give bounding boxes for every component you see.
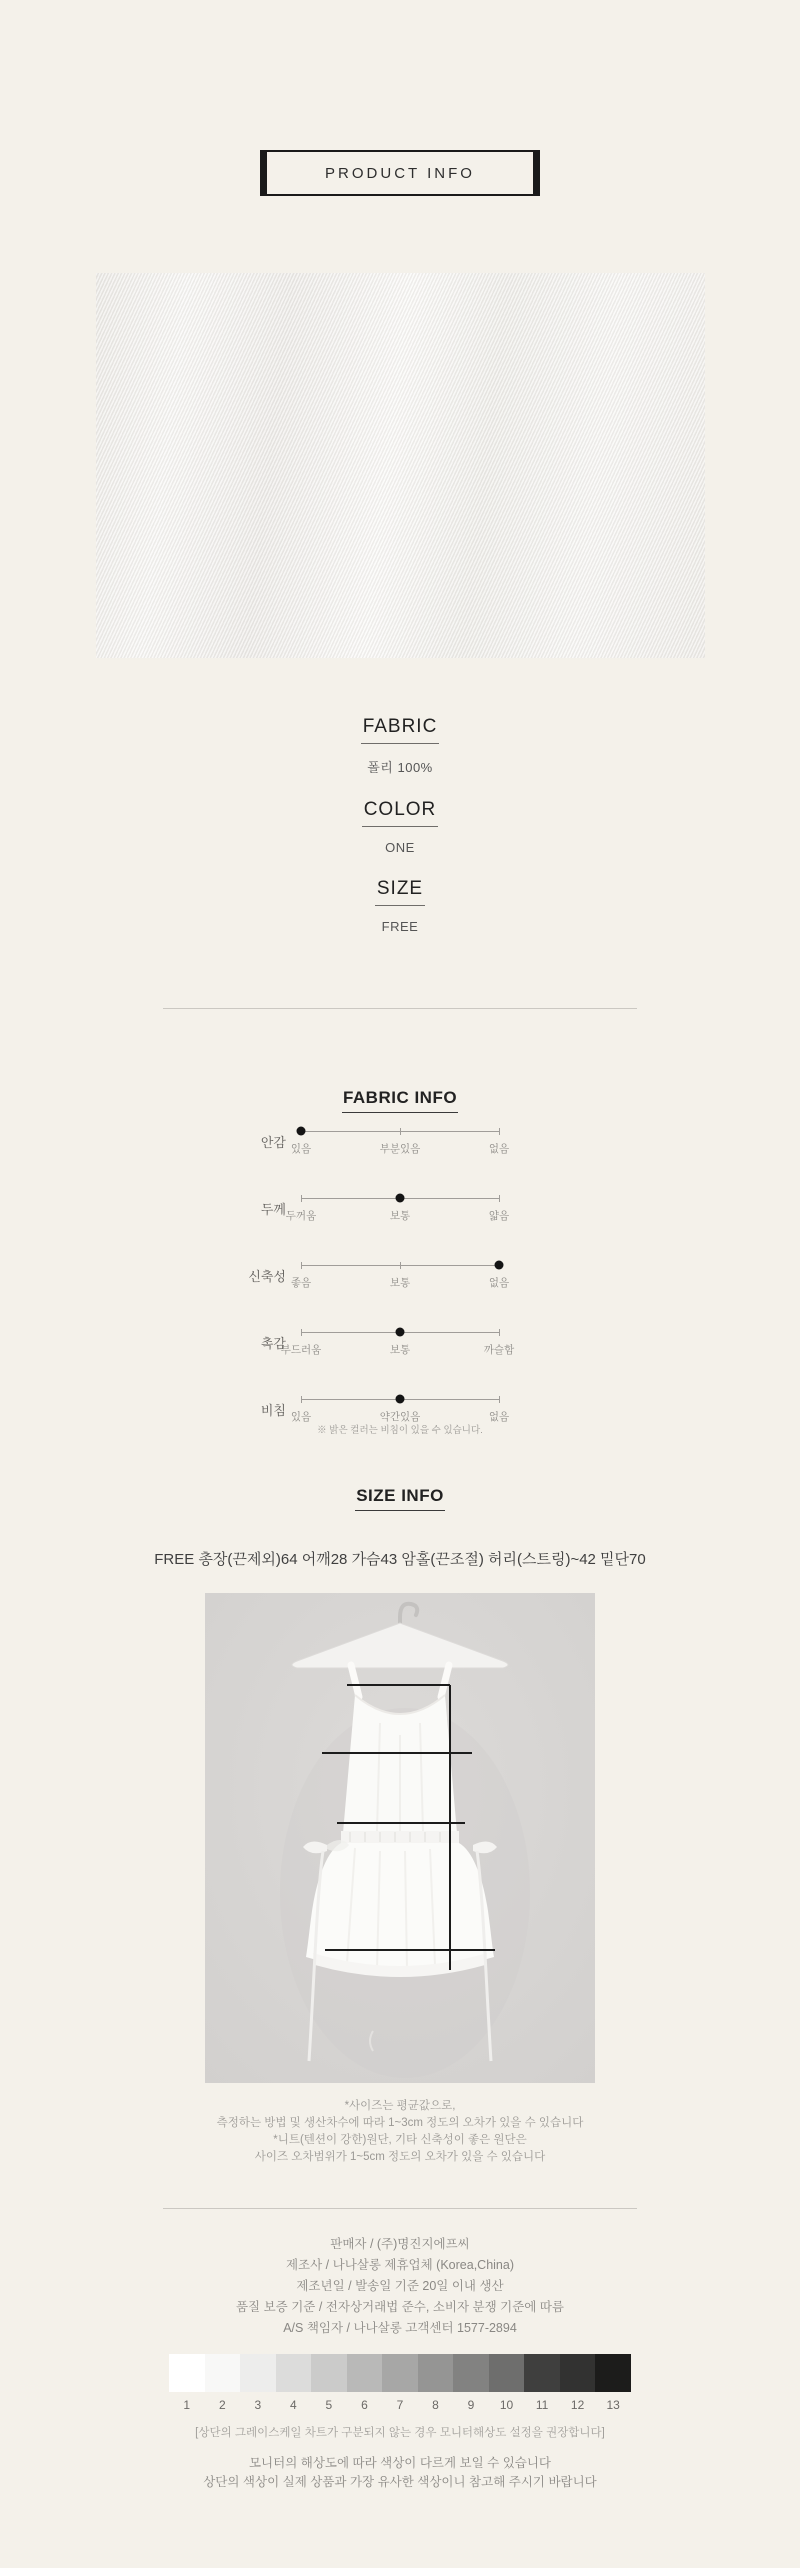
fabric-row-thickness: 두께 두꺼움 보통 얇음 (301, 1198, 499, 1220)
grayscale-number: 4 (290, 2398, 297, 2412)
monitor-note-line: 상단의 색상이 실제 상품과 가장 유사한 색상이니 참고해 주시기 바랍니다 (203, 2475, 597, 2489)
size-info-title: SIZE INFO (0, 1486, 800, 1511)
grayscale-swatch (453, 2354, 489, 2392)
grayscale-number: 13 (606, 2398, 620, 2412)
fabric-row-label: 안감 (260, 1135, 286, 1150)
grayscale-number: 6 (361, 2398, 368, 2412)
fabric-row-sheerness: 비침 있음 약간있음 없음 (301, 1399, 499, 1421)
tick-center (400, 1128, 401, 1135)
grayscale-bar (169, 2354, 631, 2392)
grayscale-swatch (205, 2354, 241, 2392)
grayscale-swatch (276, 2354, 312, 2392)
seller-line: A/S 책임자 / 나나살롱 고객센터 1577-2894 (283, 2321, 517, 2335)
grayscale-swatch (418, 2354, 454, 2392)
spec-label: FABRIC (361, 716, 440, 744)
fabric-row-label: 신축성 (248, 1269, 286, 1284)
spec-item-size (0, 878, 800, 934)
slider-dot (495, 1261, 504, 1270)
grayscale-swatch (560, 2354, 596, 2392)
fabric-row-label: 비침 (260, 1403, 286, 1418)
seller-info (0, 2234, 800, 2339)
size-note-line: *사이즈는 평균값으로, (344, 2100, 456, 2112)
spec-label: SIZE (375, 878, 425, 906)
fabric-row-stretch: 신축성 좋음 보통 없음 (301, 1265, 499, 1287)
fabric-info-sliders (0, 1128, 800, 1466)
slider-dot (297, 1127, 306, 1136)
spec-section (0, 716, 800, 957)
grayscale-swatch (524, 2354, 560, 2392)
grayscale-number: 7 (396, 2398, 404, 2412)
seller-line: 제조사 / 나나살롱 제휴업체 (Korea,China) (285, 2258, 514, 2272)
spec-value: ONE (385, 840, 415, 855)
seller-line: 판매자 / (주)명진지에프씨 (330, 2237, 470, 2251)
product-info-title: PRODUCT INFO (325, 164, 475, 182)
grayscale-chart (169, 2354, 631, 2440)
spec-value: FREE (381, 919, 419, 934)
product-photo (205, 1593, 595, 2083)
slider-track (301, 1131, 499, 1132)
grayscale-swatch (595, 2354, 631, 2392)
grayscale-number: 1 (183, 2398, 191, 2412)
seller-line: 품질 보증 기준 / 전자상거래법 준수, 소비자 분쟁 기준에 따름 (235, 2300, 564, 2314)
grayscale-swatch (347, 2354, 383, 2392)
grayscale-number: 8 (432, 2398, 439, 2412)
grayscale-number: 12 (570, 2398, 585, 2412)
fabric-row-texture: 촉감 부드러움 보통 까슬함 (301, 1332, 499, 1354)
fabric-info-title: FABRIC INFO (0, 1088, 800, 1113)
grayscale-swatch (382, 2354, 418, 2392)
tick-right (499, 1329, 500, 1336)
tick-left (301, 1262, 302, 1269)
grayscale-number: 10 (499, 2398, 514, 2412)
size-note-line: *니트(텐션이 강한)원단, 기타 신축성이 좋은 원단은 (273, 2134, 527, 2146)
grayscale-number: 3 (254, 2398, 262, 2412)
tick-right (499, 1128, 500, 1135)
tick-left (301, 1195, 302, 1202)
grayscale-number: 5 (325, 2398, 333, 2412)
product-info-badge (260, 150, 540, 196)
slider-dot (396, 1194, 405, 1203)
section-divider (163, 2208, 637, 2209)
slider-track (301, 1332, 499, 1333)
spec-item-color (0, 799, 800, 855)
slider-track (301, 1265, 499, 1266)
size-note-line: 사이즈 오차범위가 1~5cm 정도의 오차가 있을 수 있습니다 (254, 2151, 546, 2163)
spec-item-fabric (0, 716, 800, 776)
grayscale-swatch (489, 2354, 525, 2392)
tick-left (301, 1329, 302, 1336)
fabric-row-label: 두께 (260, 1202, 286, 1217)
seller-line: 제조년일 / 발송일 기준 20일 이내 생산 (296, 2279, 504, 2293)
camisole-top-measurement-illustration (205, 1593, 595, 2083)
grayscale-numbers (169, 2398, 631, 2412)
slider-track (301, 1399, 499, 1400)
spec-value: 폴리 100% (367, 760, 433, 775)
grayscale-number: 11 (535, 2398, 549, 2412)
spec-label: COLOR (362, 799, 439, 827)
monitor-note-line: 모니터의 해상도에 따라 색상이 다르게 보일 수 있습니다 (248, 2456, 552, 2470)
slider-track (301, 1198, 499, 1199)
grayscale-caption: [상단의 그레이스케일 차트가 구분되지 않는 경우 모니터해상도 설정을 권장합니다] (195, 2427, 605, 2439)
grayscale-swatch (311, 2354, 347, 2392)
fabric-row-lining: 안감 있음 부분있음 없음 (301, 1131, 499, 1153)
tick-right (499, 1195, 500, 1202)
tick-left (301, 1396, 302, 1403)
tick-center (400, 1262, 401, 1269)
size-notes (0, 2098, 800, 2166)
fabric-row-label: 촉감 (260, 1336, 286, 1351)
grayscale-number: 2 (218, 2398, 226, 2412)
tick-right (499, 1396, 500, 1403)
slider-dot (396, 1395, 405, 1404)
slider-dot (396, 1328, 405, 1337)
size-measurements: FREE 총장(끈제외)64 어깨28 가슴43 암홀(끈조절) 허리(스트링)~42 밑단70 (154, 1551, 646, 1568)
fabric-texture-image (96, 273, 705, 658)
grayscale-number: 9 (467, 2398, 475, 2412)
section-divider (163, 1008, 637, 1009)
grayscale-swatch (240, 2354, 276, 2392)
sheerness-note: ※ 밝은 컬러는 비침이 있을 수 있습니다. (317, 1425, 483, 1436)
grayscale-swatch (169, 2354, 205, 2392)
size-note-line: 측정하는 방법 및 생산차수에 따라 1~3cm 정도의 오차가 있을 수 있습니다 (216, 2117, 584, 2129)
monitor-notes (0, 2454, 800, 2492)
